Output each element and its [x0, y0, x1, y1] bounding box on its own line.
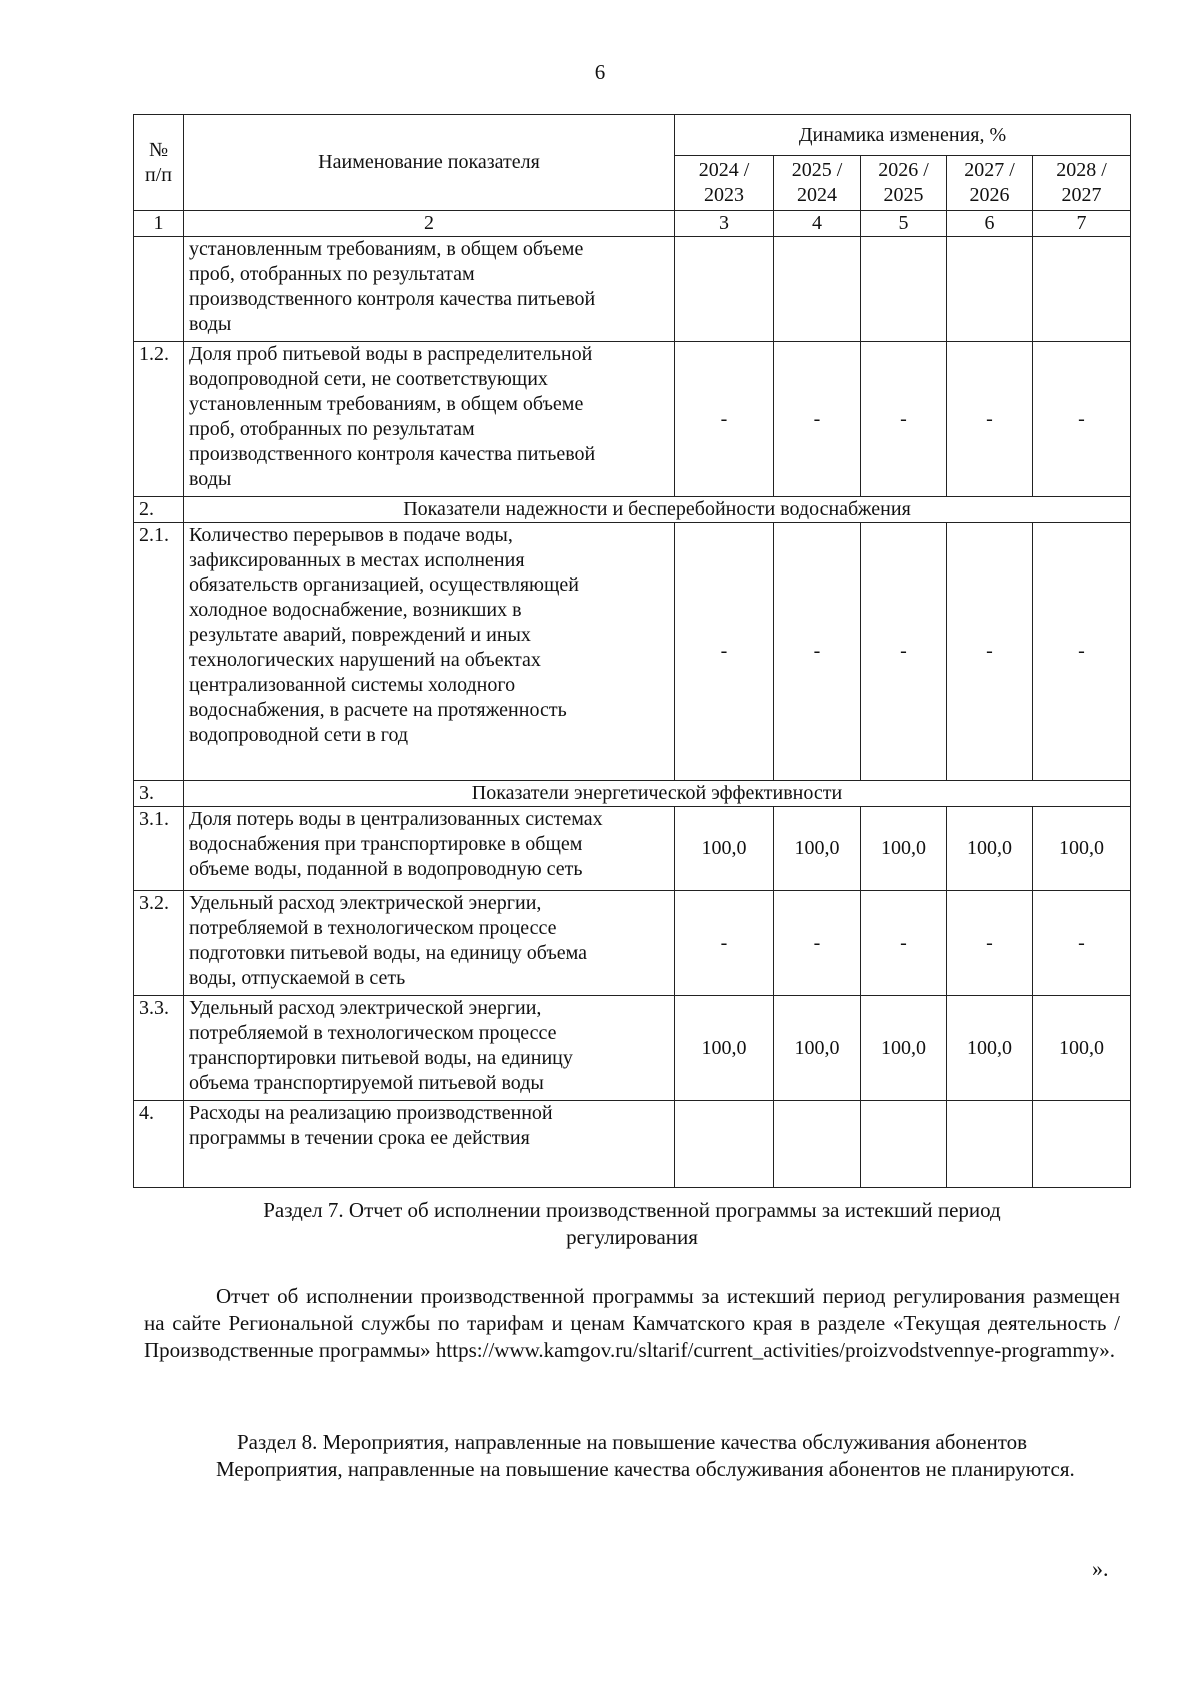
indicator-value: -: [675, 523, 774, 781]
indicator-name: Доля проб питьевой воды в распределительной водопроводной сети, не соответствующих установленным требованиям, в общем объеме проб, отобранных по результатам производственного контроля качества питьевой воды: [184, 342, 675, 497]
indicator-value: -: [947, 891, 1033, 996]
indicator-value: 100,0: [861, 996, 947, 1101]
row-number: 2.1.: [134, 523, 184, 781]
table-row: [134, 237, 1131, 342]
indicator-name: Количество перерывов в подаче воды, зафиксированных в местах исполнения обязательств организацией, осуществляющей холодное водоснабжение, возникших в результате аварий, повреждений и иных технологических нарушений на объектах централизованной системы холодного водоснабжения, в расчете на протяженность водопроводной сети в год: [184, 523, 675, 781]
indicator-value: 100,0: [1033, 996, 1131, 1101]
dynamics-header: Динамика изменения, %: [675, 115, 1131, 156]
indicator-name: Доля потерь воды в централизованных системах водоснабжения при транспортировке в общем объеме воды, поданной в водопроводную сеть: [184, 807, 675, 891]
indicator-value: 100,0: [675, 807, 774, 891]
indicator-value: [1033, 1101, 1131, 1188]
section-8-heading: Раздел 8. Мероприятия, направленные на повышение качества обслуживания абонентов: [236, 1430, 1028, 1454]
indicator-value: 100,0: [774, 807, 861, 891]
row-number: 1.2.: [134, 342, 184, 497]
row-number: 2.: [134, 497, 184, 523]
section-7-heading: Раздел 7. Отчет об исполнении производственной программы за истекший период регулирования: [263, 1198, 1001, 1249]
year-header: 2026 / 2025: [861, 156, 947, 211]
indicator-value: -: [947, 523, 1033, 781]
section-title: Показатели энергетической эффективности: [184, 781, 1131, 807]
indicators-table: [133, 114, 1131, 1188]
indicator-value: [675, 237, 774, 342]
column-number: 4: [774, 211, 861, 237]
column-number: 3: [675, 211, 774, 237]
column-number-row: [134, 211, 1131, 237]
year-header: 2025 / 2024: [774, 156, 861, 211]
indicator-value: -: [947, 342, 1033, 497]
indicator-name: установленным требованиям, в общем объеме проб, отобранных по результатам производственного контроля качества питьевой воды: [184, 237, 675, 342]
closing-quote: ».: [1092, 1556, 1109, 1581]
indicator-value: 100,0: [947, 996, 1033, 1101]
row-number: 3.2.: [134, 891, 184, 996]
column-number: 2: [184, 211, 675, 237]
table-row: [134, 1101, 1131, 1188]
table-row: [134, 891, 1131, 996]
page-number: 6: [594, 60, 606, 84]
column-number: 1: [134, 211, 184, 237]
indicator-value: [861, 237, 947, 342]
year-header: 2024 / 2023: [675, 156, 774, 211]
indicator-value: -: [675, 342, 774, 497]
indicator-value: [774, 237, 861, 342]
indicator-value: [947, 1101, 1033, 1188]
row-number: 3.: [134, 781, 184, 807]
table-row: [134, 996, 1131, 1101]
indicator-value: -: [774, 523, 861, 781]
indicator-name: Расходы на реализацию производственной программы в течении срока ее действия: [184, 1101, 675, 1188]
indicator-value: [947, 237, 1033, 342]
indicator-name: Удельный расход электрической энергии, потребляемой в технологическом процессе подготовки питьевой воды, на единицу объема воды, отпускаемой в сеть: [184, 891, 675, 996]
row-number: [134, 237, 184, 342]
row-number: 3.3.: [134, 996, 184, 1101]
indicator-value: -: [774, 891, 861, 996]
row-number: 4.: [134, 1101, 184, 1188]
indicator-value: -: [675, 891, 774, 996]
section-row: [134, 497, 1131, 523]
section-7-body: Отчет об исполнении производственной программы за истекший период регулирования размещен на сайте Региональной службы по тарифам и ценам Камчатского края в разделе «Текущая деятельность / Производственные программы» https://www.kamgov.ru/sltarif/current_activities/proizvodstvennye-programmy».: [144, 1284, 1120, 1362]
column-number: 5: [861, 211, 947, 237]
table-body: [134, 115, 1131, 1188]
section-8-body: Мероприятия, направленные на повышение качества обслуживания абонентов не планируются.: [216, 1457, 1075, 1481]
section-row: [134, 781, 1131, 807]
indicator-value: [861, 1101, 947, 1188]
indicator-value: -: [861, 523, 947, 781]
indicator-value: -: [1033, 891, 1131, 996]
indicator-value: 100,0: [774, 996, 861, 1101]
col-name-header: Наименование показателя: [184, 115, 675, 211]
table-row: [134, 523, 1131, 781]
indicator-value: -: [774, 342, 861, 497]
indicator-value: -: [861, 342, 947, 497]
indicator-value: -: [861, 891, 947, 996]
section-title: Показатели надежности и бесперебойности водоснабжения: [184, 497, 1131, 523]
indicator-value: -: [1033, 523, 1131, 781]
indicator-value: 100,0: [861, 807, 947, 891]
column-number: 7: [1033, 211, 1131, 237]
row-number: 3.1.: [134, 807, 184, 891]
indicator-value: [675, 1101, 774, 1188]
column-number: 6: [947, 211, 1033, 237]
indicator-value: 100,0: [675, 996, 774, 1101]
indicator-value: 100,0: [947, 807, 1033, 891]
indicator-value: [1033, 237, 1131, 342]
indicator-value: [774, 1101, 861, 1188]
header-row-1: [134, 115, 1131, 156]
indicator-value: 100,0: [1033, 807, 1131, 891]
indicator-value: -: [1033, 342, 1131, 497]
year-header: 2028 / 2027: [1033, 156, 1131, 211]
table-row: [134, 342, 1131, 497]
year-header: 2027 / 2026: [947, 156, 1033, 211]
col-num-header: № п/п: [134, 115, 184, 211]
indicator-name: Удельный расход электрической энергии, потребляемой в технологическом процессе транспортировки питьевой воды, на единицу объема транспортируемой питьевой воды: [184, 996, 675, 1101]
table-row: [134, 807, 1131, 891]
